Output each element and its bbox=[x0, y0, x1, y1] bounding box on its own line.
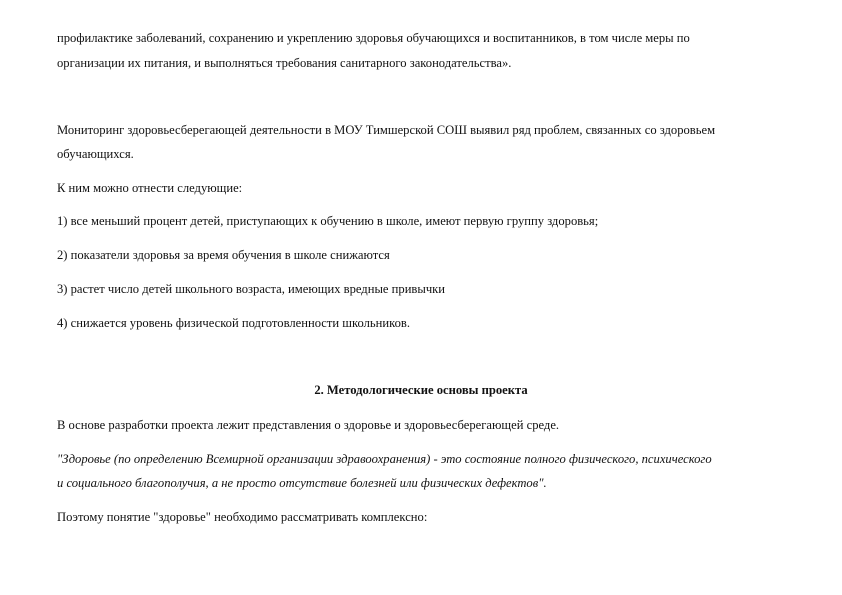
monitoring-line-2: обучающихся. bbox=[57, 147, 134, 161]
conclusion-paragraph: Поэтому понятие "здоровье" необходимо рассматривать комплексно: bbox=[57, 510, 428, 524]
section-heading: 2. Методологические основы проекта bbox=[314, 383, 528, 397]
basis-paragraph: В основе разработки проекта лежит представления о здоровье и здоровьесберегающей среде. bbox=[57, 418, 560, 432]
problem-item-3: 3) растет число детей школьного возраста, имеющих вредные привычки bbox=[57, 282, 446, 296]
problem-item-1: 1) все меньший процент детей, приступающих к обучению в школе, имеют первую группу здоровья; bbox=[57, 214, 599, 228]
problem-item-2: 2) показатели здоровья за время обучения в школе снижаются bbox=[57, 248, 390, 262]
problem-item-4: 4) снижается уровень физической подготовленности школьников. bbox=[57, 316, 410, 330]
definition-line-2: и социального благополучия, а не просто отсутствие болезней или физических дефектов". bbox=[57, 476, 547, 490]
definition-line-1: "Здоровье (по определению Всемирной организации здравоохранения) - это состояние полного физического, психического bbox=[57, 452, 712, 466]
monitoring-line-1: Мониторинг здоровьесберегающей деятельности в МОУ Тимшерской СОШ выявил ряд проблем, связанных со здоровьем bbox=[57, 123, 716, 137]
intro-line-1: профилактике заболеваний, сохранению и укреплению здоровья обучающихся и воспитанников, в том числе меры по bbox=[57, 31, 690, 45]
list-intro: К ним можно отнести следующие: bbox=[57, 181, 243, 195]
intro-line-2: организации их питания, и выполняться требования санитарного законодательства». bbox=[57, 56, 512, 70]
